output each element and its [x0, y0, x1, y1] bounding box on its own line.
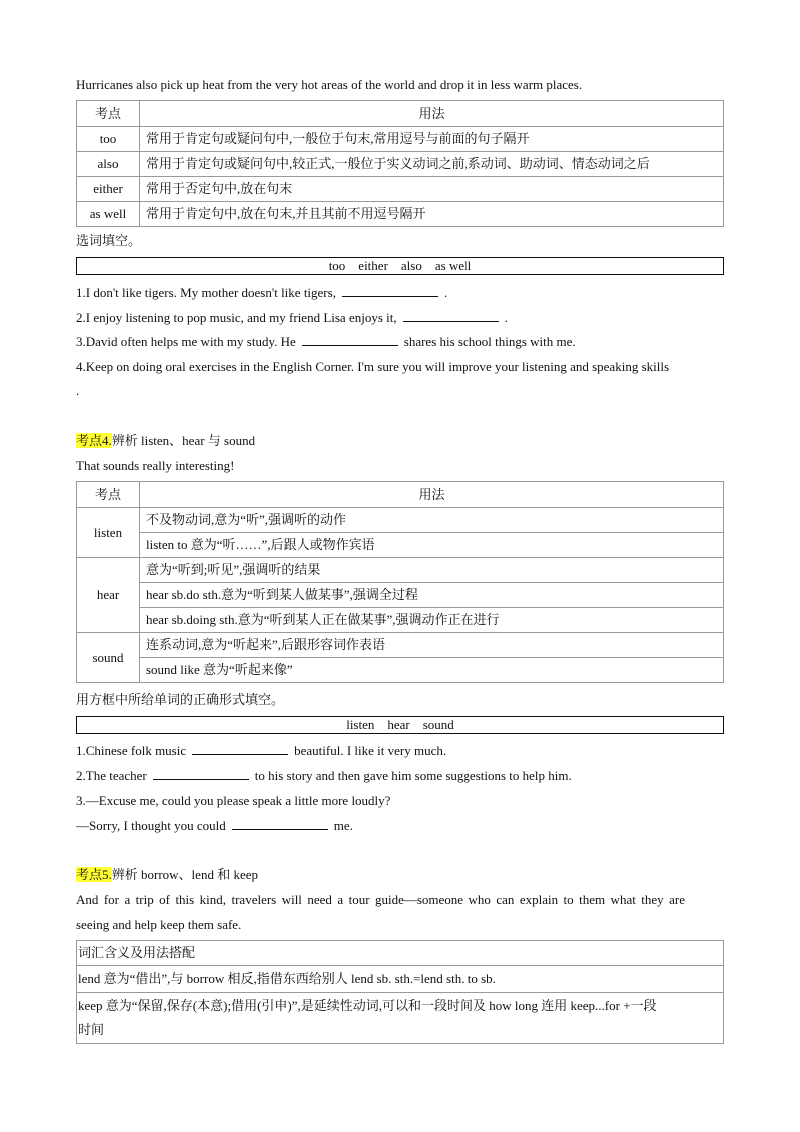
table-row — [77, 533, 724, 558]
question-1 — [76, 742, 446, 760]
question-2 — [76, 309, 508, 327]
question-text: 2.The teacher — [76, 768, 147, 783]
table-row — [77, 558, 724, 583]
section-heading — [76, 432, 255, 450]
table-header: 用法 — [140, 482, 724, 508]
table-cell: also — [77, 152, 140, 177]
table-cell — [77, 993, 724, 1044]
table-row — [77, 152, 724, 177]
table-header: 考点 — [77, 482, 140, 508]
instruction: 选词填空。 — [76, 233, 142, 248]
question-3 — [76, 333, 576, 351]
table-row — [77, 608, 724, 633]
table-cell: hear sb.doing sth.意为“听到某人正在做某事”,强调动作正在进行 — [140, 608, 724, 633]
table-cell: hear sb.do sth.意为“听到某人做某事”,强调全过程 — [140, 583, 724, 608]
question-text: me. — [333, 818, 353, 833]
section-tag: 考点5. — [76, 867, 112, 882]
table-cell: lend 意为“借出”,与 borrow 相反,指借东西给别人 lend sb. sth.=lend sth. to sb. — [77, 966, 724, 993]
cell-line: 时间 — [78, 1022, 105, 1037]
example-sentence: Hurricanes also pick up heat from the very hot areas of the world and drop it in less warm places. — [76, 77, 583, 92]
question-text: —Sorry, I thought you could — [76, 818, 226, 833]
table-cell: 意为“听到;听见”,强调听的结果 — [140, 558, 724, 583]
section-tag: 考点4. — [76, 433, 112, 448]
table-cell: listen — [77, 508, 140, 558]
section-title: 辨析 borrow、lend 和 keep — [111, 867, 258, 882]
table-row — [77, 993, 724, 1044]
table-cell: either — [77, 177, 140, 202]
answer-blank[interactable] — [403, 309, 499, 322]
word-box: too either also as well — [76, 257, 724, 275]
answer-blank[interactable] — [153, 767, 249, 780]
usage-table-borrow-lend-keep — [76, 940, 724, 1044]
table-row — [77, 966, 724, 993]
question-text: 1.I don't like tigers. My mother doesn't like tigers, — [76, 285, 336, 300]
answer-blank[interactable] — [342, 284, 438, 297]
table-cell: 常用于肯定句或疑问句中,一般位于句末,常用逗号与前面的句子隔开 — [140, 127, 724, 152]
table-cell: sound like 意为“听起来像” — [140, 658, 724, 683]
cell-line: keep 意为“保留,保存(本意);借用(引申)”,是延续性动词,可以和一段时间及 how long 连用 keep...for +一段 — [78, 998, 657, 1013]
question-text: shares his school things with me. — [403, 334, 576, 349]
table-cell: 常用于否定句中,放在句末 — [140, 177, 724, 202]
table-row — [77, 583, 724, 608]
answer-blank[interactable] — [192, 742, 288, 755]
word-box: listen hear sound — [76, 716, 724, 734]
question-text: . — [443, 285, 448, 300]
table-header: 考点 — [77, 101, 140, 127]
table-header: 用法 — [140, 101, 724, 127]
answer-blank[interactable] — [302, 333, 398, 346]
example-sentence-cont: seeing and help keep them safe. — [76, 917, 242, 932]
table-cell: 不及物动词,意为“听”,强调听的动作 — [140, 508, 724, 533]
question-3: 3.—Excuse me, could you please speak a little more loudly? — [76, 793, 391, 808]
table-row — [77, 658, 724, 683]
table-cell: 词汇含义及用法搭配 — [77, 941, 724, 966]
usage-table-too-also — [76, 100, 724, 227]
table-cell: 常用于肯定句中,放在句末,并且其前不用逗号隔开 — [140, 202, 724, 227]
table-row — [77, 127, 724, 152]
table-cell: 常用于肯定句或疑问句中,较正式,一般位于实义动词之前,系动词、助动词、情态动词之后 — [140, 152, 724, 177]
table-row — [77, 633, 724, 658]
question-1 — [76, 284, 447, 302]
answer-blank[interactable] — [232, 817, 328, 830]
question-3-reply — [76, 817, 353, 835]
instruction: 用方框中所给单词的正确形式填空。 — [76, 692, 285, 707]
example-sentence: That sounds really interesting! — [76, 458, 235, 473]
table-row — [77, 941, 724, 966]
question-text: 2.I enjoy listening to pop music, and my friend Lisa enjoys it, — [76, 310, 397, 325]
question-text: 3.David often helps me with my study. He — [76, 334, 296, 349]
table-cell: listen to 意为“听……”,后跟人或物作宾语 — [140, 533, 724, 558]
question-2 — [76, 767, 572, 785]
table-cell: hear — [77, 558, 140, 633]
section-title: 辨析 listen、hear 与 sound — [111, 433, 256, 448]
question-text: 1.Chinese folk music — [76, 743, 187, 758]
usage-table-listen-hear-sound — [76, 481, 724, 683]
table-row — [77, 508, 724, 533]
table-cell: 连系动词,意为“听起来”,后跟形容词作表语 — [140, 633, 724, 658]
question-4-end: . — [76, 383, 80, 398]
table-row — [77, 202, 724, 227]
table-cell: too — [77, 127, 140, 152]
table-row — [77, 177, 724, 202]
question-text: . — [504, 310, 508, 325]
question-4: 4.Keep on doing oral exercises in the English Corner. I'm sure you will improve your listening and speaking skills — [76, 359, 670, 374]
question-text: to his story and then gave him some suggestions to help him. — [254, 768, 572, 783]
table-cell: sound — [77, 633, 140, 683]
table-cell: as well — [77, 202, 140, 227]
question-text: beautiful. I like it very much. — [294, 743, 447, 758]
section-heading — [76, 866, 258, 884]
example-sentence: And for a trip of this kind, travelers will need a tour guide—someone who can explain to them what they are — [76, 892, 685, 907]
